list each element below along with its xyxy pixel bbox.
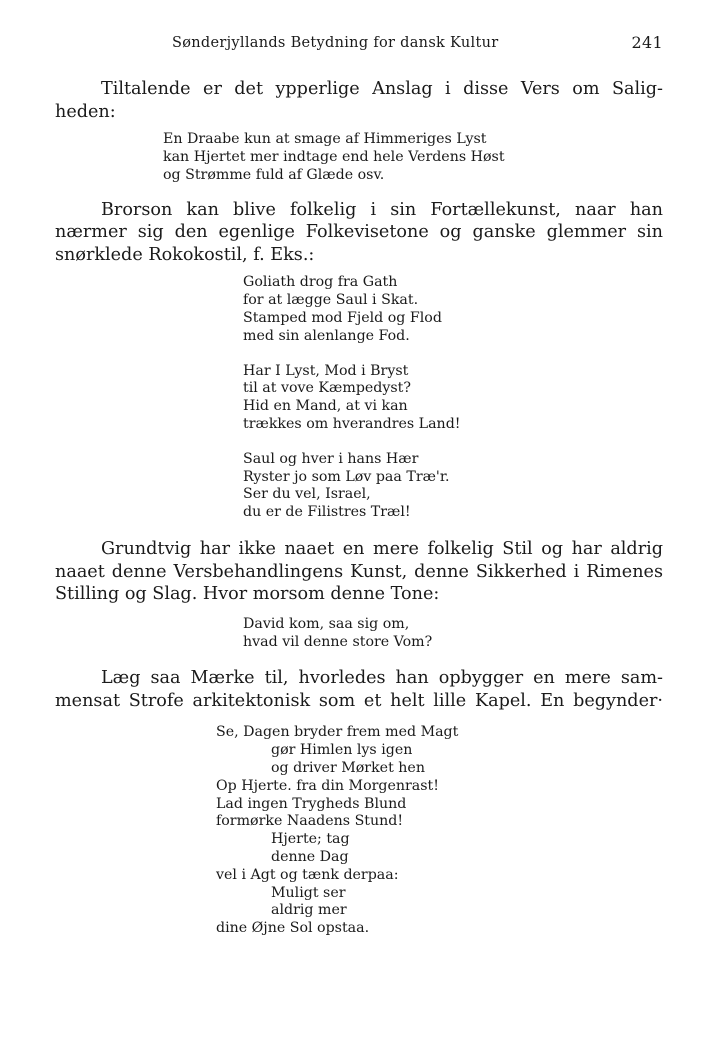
paragraph-line: naaet denne Versbehandlingens Kunst, denne Sikkerhed i Rimenes [55,561,663,582]
paragraph-line: Stilling og Slag. Hvor morsom denne Tone: [55,584,440,605]
paragraph-line: heden: [55,101,116,122]
verse-line: Goliath drog fra Gath [243,274,398,291]
verse-line: Op Hjerte. fra din Morgenrast! [216,777,439,794]
verse-line: Hid en Mand, at vi kan [243,398,408,415]
running-head [55,30,663,56]
paragraph-line: nærmer sig den egenlige Folkevisetone og ganske glemmer sin [55,222,663,243]
verse-line: med sin alenlange Fod. [243,327,410,344]
paragraph-2 [55,199,663,267]
stanza-gap [243,434,663,451]
verse-line: og driver Mørket hen [271,760,425,777]
verse-line: for at lægge Saul i Skat. [243,292,419,309]
verse-line: Hjerte; tag [271,831,350,848]
verse-line: aldrig mer [271,902,347,919]
page-number: 241 [631,33,663,52]
verse-line: kan Hjertet mer indtage end hele Verdens Høst [163,148,505,165]
verse-line: Se, Dagen bryder frem med Magt [216,724,459,741]
verse-line: formørke Naadens Stund! [216,813,404,830]
verse-line: Saul og hver i hans Hær [243,450,419,467]
paragraph-1 [55,78,663,123]
verse-quote-1 [163,131,663,184]
verse-line: Lad ingen Trygheds Blund [216,795,407,812]
verse-line: du er de Filistres Træl! [243,504,411,521]
verse-line: Ryster jo som Løv paa Træ'r. [243,468,450,485]
verse-line: trækkes om hverandres Land! [243,415,461,432]
verse-line: denne Dag [271,849,349,866]
paragraph-line: Brorson kan blive folkelig i sin Fortællekunst, naar han [101,199,663,220]
verse-line: hvad vil denne store Vom? [243,633,433,650]
verse-line: til at vove Kæmpedyst? [243,380,411,397]
paragraph-3 [55,538,663,606]
verse-line: gør Himlen lys igen [271,742,413,759]
paragraph-line: snørklede Rokokostil, f. Eks.: [55,244,315,265]
verse-quote-3 [243,616,663,652]
verse-line: vel i Agt og tænk derpaa: [216,866,399,883]
running-title: Sønderjyllands Betydning for dansk Kultur [172,35,499,51]
verse-line: og Strømme fuld af Glæde osv. [163,166,385,183]
stanza-gap [243,346,663,363]
verse-line: Stamped mod Fjeld og Flod [243,309,442,326]
verse-quote-2 [243,274,663,522]
book-page [55,30,663,938]
paragraph-line: mensat Strofe arkitektonisk som et helt lille Kapel. En begynder· [55,690,663,711]
verse-line: dine Øjne Sol opstaa. [216,920,370,937]
verse-line: En Draabe kun at smage af Himmeriges Lyst [163,131,487,148]
verse-line: Ser du vel, Israel, [243,486,371,503]
verse-quote-4 [216,724,663,938]
paragraph-line: Tiltalende er det ypperlige Anslag i disse Vers om Salig- [101,79,663,99]
paragraph-4 [55,667,663,712]
verse-line: David kom, saa sig om, [243,615,410,632]
verse-line: Muligt ser [271,884,346,901]
verse-line: Har I Lyst, Mod i Bryst [243,362,409,379]
paragraph-line: Læg saa Mærke til, hvorledes han opbygger en mere sam- [101,668,663,689]
paragraph-line: Grundtvig har ikke naaet en mere folkelig Stil og har aldrig [101,538,663,559]
